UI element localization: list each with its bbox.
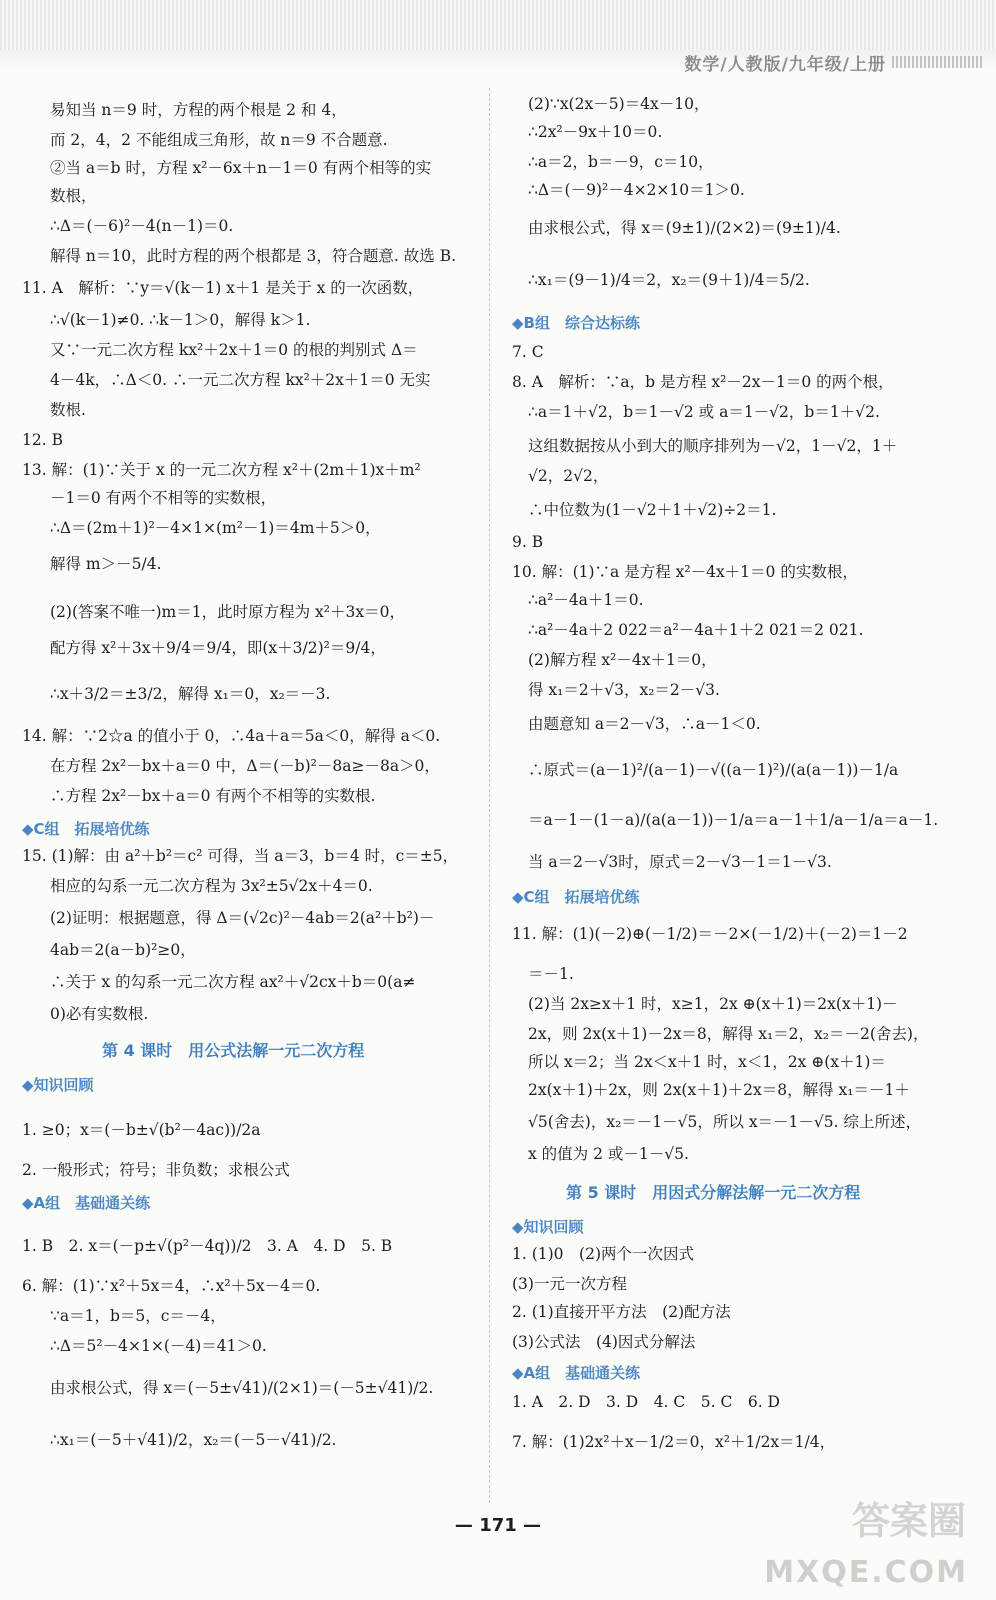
answer-line: 得 x₁＝2＋√3，x₂＝2－√3. <box>528 681 720 699</box>
answer-line: 这组数据按从小到大的顺序排列为－√2，1－√2，1＋ <box>528 437 898 455</box>
answer-line: 易知当 n＝9 时，方程的两个根是 2 和 4， <box>50 101 347 119</box>
answer-line: 2x(x＋1)＋2x，则 2x(x＋1)＋2x＝8，解得 x₁＝－1＋ <box>528 1081 910 1099</box>
answer-line: ∴Δ＝(2m＋1)²－4×1×(m²－1)＝4m＋5＞0， <box>50 519 381 537</box>
answer-line: ∴a＝2，b＝－9，c＝10， <box>528 153 714 171</box>
answer-line: ∴2x²－9x＋10＝0. <box>528 123 663 141</box>
answer-line: 6. 解：(1)∵x²＋5x＝4，∴x²＋5x－4＝0. <box>22 1277 321 1295</box>
answer-line: 8. A 解析：∵a，b 是方程 x²－2x－1＝0 的两个根， <box>512 373 894 391</box>
answer-line: 由求根公式，得 x＝(－5±√41)/(2×1)＝(－5±√41)/2. <box>50 1379 434 1397</box>
answer-line: ∴中位数为(1－√2＋1＋√2)÷2＝1. <box>528 501 777 519</box>
lesson-title: 第 4 课时 用公式法解一元二次方程 <box>102 1041 365 1060</box>
answer-line: 解得 n＝10，此时方程的两个根都是 3，符合题意. 故选 B. <box>50 247 457 265</box>
answer-line: ∵a＝1，b＝5，c＝－4， <box>50 1307 226 1325</box>
answer-line: 由求根公式，得 x＝(9±1)/(2×2)＝(9±1)/4. <box>528 219 841 237</box>
answer-line: 7. 解：(1)2x²＋x－1/2＝0，x²＋1/2x＝1/4， <box>512 1433 836 1451</box>
answer-line: 1. (1)0 (2)两个一次因式 <box>512 1245 694 1263</box>
answer-line: ＝a－1－(1－a)/(a(a－1))－1/a＝a－1＋1/a－1/a＝a－1. <box>528 811 939 829</box>
lesson-title: 第 5 课时 用因式分解法解一元二次方程 <box>566 1183 861 1202</box>
answer-line: ∴a＝1＋√2，b＝1－√2 或 a＝1－√2，b＝1＋√2. <box>528 403 880 421</box>
answer-line: 4ab＝2(a－b)²≥0， <box>50 941 196 959</box>
group-label: ◆知识回顾 <box>22 1076 94 1094</box>
page-number-value: 171 <box>479 1515 517 1536</box>
answer-line: 12. B <box>22 431 63 449</box>
answer-line: －1＝0 有两个不相等的实数根， <box>50 489 277 507</box>
answer-line: ∴Δ＝(－6)²－4(n－1)＝0. <box>50 217 234 235</box>
group-label: ◆知识回顾 <box>512 1218 584 1236</box>
answer-line: 4－4k，∴Δ＜0. ∴一元二次方程 kx²＋2x＋1＝0 无实 <box>50 371 431 389</box>
answer-line: (3)一元一次方程 <box>512 1275 627 1293</box>
answer-line: 11. A 解析：∵y＝√(k－1) x＋1 是关于 x 的一次函数， <box>22 279 424 297</box>
answer-line: ∴x＋3/2＝±3/2，解得 x₁＝0，x₂＝－3. <box>50 685 331 703</box>
answer-line: (2)当 2x≥x＋1 时，x≥1，2x ⊕(x＋1)＝2x(x＋1)－ <box>528 995 898 1013</box>
answer-line: 7. C <box>512 343 544 361</box>
answer-line: ∴x₁＝(－5＋√41)/2，x₂＝(－5－√41)/2. <box>50 1431 337 1449</box>
answer-line: ∴方程 2x²－bx＋a＝0 有两个不相等的实数根. <box>50 787 376 805</box>
answer-line: 2x，则 2x(x＋1)－2x＝8，解得 x₁＝2，x₂＝－2(舍去)， <box>528 1025 929 1043</box>
answer-line: x 的值为 2 或－1－√5. <box>528 1145 689 1163</box>
answer-line: 解得 m＞－5/4. <box>50 555 162 573</box>
answer-line: 当 a＝2－√3时，原式＝2－√3－1＝1－√3. <box>528 853 832 871</box>
answer-line: (2)(答案不唯一)m＝1，此时原方程为 x²＋3x＝0， <box>50 603 405 621</box>
answer-line: ＝－1. <box>528 965 574 983</box>
answer-line: (2)解方程 x²－4x＋1＝0， <box>528 651 717 669</box>
header-dots-decoration <box>892 56 982 68</box>
answer-line: ∴a²－4a＋2 022＝a²－4a＋1＋2 021＝2 021. <box>528 621 864 639</box>
column-divider <box>489 88 490 1503</box>
answer-line: ∴原式＝(a－1)²/(a－1)－√((a－1)²)/(a(a－1))－1/a <box>528 761 899 779</box>
answer-line: ∴Δ＝(－9)²－4×2×10＝1＞0. <box>528 181 745 199</box>
answer-line: ∴√(k－1)≠0. ∴k－1＞0，解得 k＞1. <box>50 311 311 329</box>
answer-line: 配方得 x²＋3x＋9/4＝9/4，即(x＋3/2)²＝9/4， <box>50 639 386 657</box>
group-label: ◆C组 拓展培优练 <box>22 820 150 838</box>
answer-line: 14. 解：∵2☆a 的值小于 0，∴4a＋a＝5a＜0，解得 a＜0. <box>22 727 441 745</box>
watermark-logo: 答案圈 <box>851 1499 966 1543</box>
answer-line: 由题意知 a＝2－√3，∴a－1＜0. <box>528 715 761 733</box>
answer-line: ∴关于 x 的勾系一元二次方程 ax²＋√2cx＋b＝0(a≠ <box>50 973 416 991</box>
page-number: — 171 — <box>454 1515 542 1536</box>
answer-line: √2，2√2， <box>528 467 609 485</box>
answer-line: (2)∵x(2x－5)＝4x－10， <box>528 95 710 113</box>
answer-line: 又∵一元二次方程 kx²＋2x＋1＝0 的根的判别式 Δ＝ <box>50 341 418 359</box>
answer-line: 1. A 2. D 3. D 4. C 5. C 6. D <box>512 1393 780 1411</box>
answer-line: 13. 解：(1)∵关于 x 的一元二次方程 x²＋(2m＋1)x＋m² <box>22 461 421 479</box>
answer-line: √5(舍去)，x₂＝－1－√5，所以 x＝－1－√5. 综上所述， <box>528 1113 922 1131</box>
answer-line: 11. 解：(1)(－2)⊕(－1/2)＝－2×(－1/2)＋(－2)＝1－2 <box>512 925 908 943</box>
answer-line: 数根. <box>50 401 86 419</box>
answer-line: 0)必有实数根. <box>50 1005 149 1023</box>
group-label: ◆C组 拓展培优练 <box>512 888 640 906</box>
group-label: ◆A组 基础通关练 <box>512 1364 641 1382</box>
watermark-url: MXQE.COM <box>764 1555 968 1590</box>
answer-line: 9. B <box>512 533 544 551</box>
answer-line: ∴a²－4a＋1＝0. <box>528 591 644 609</box>
page-header: 数学/人教版/九年级/上册 <box>684 55 886 75</box>
top-texture-band <box>0 0 996 50</box>
answer-line: (3)公式法 (4)因式分解法 <box>512 1333 696 1351</box>
answer-line: 相应的勾系一元二次方程为 3x²±5√2x＋4＝0. <box>50 877 373 895</box>
answer-line: 1. B 2. x＝(－p±√(p²－4q))/2 3. A 4. D 5. B <box>22 1237 393 1255</box>
answer-line: 2. (1)直接开平方法 (2)配方法 <box>512 1303 731 1321</box>
answer-line: 数根， <box>50 187 97 205</box>
answer-line: 1. ≥0；x＝(－b±√(b²－4ac))/2a <box>22 1121 261 1139</box>
answer-line: ②当 a＝b 时，方程 x²－6x＋n－1＝0 有两个相等的实 <box>50 159 432 177</box>
answer-line: 在方程 2x²－bx＋a＝0 中，Δ＝(－b)²－8a≥－8a＞0， <box>50 757 440 775</box>
answer-line: 所以 x＝2；当 2x＜x＋1 时，x＜1，2x ⊕(x＋1)＝ <box>528 1053 886 1071</box>
answer-line: ∴Δ＝5²－4×1×(－4)＝41＞0. <box>50 1337 267 1355</box>
answer-line: (2)证明：根据题意，得 Δ＝(√2c)²－4ab＝2(a²＋b²)－ <box>50 909 435 927</box>
group-label: ◆B组 综合达标练 <box>512 314 640 332</box>
answer-line: 15. (1)解：由 a²＋b²＝c² 可得，当 a＝3，b＝4 时，c＝±5， <box>22 847 459 865</box>
group-label: ◆A组 基础通关练 <box>22 1194 151 1212</box>
answer-line: 2. 一般形式；符号；非负数；求根公式 <box>22 1161 290 1179</box>
answer-line: 而 2，4，2 不能组成三角形，故 n＝9 不合题意. <box>50 131 388 149</box>
answer-line: ∴x₁＝(9－1)/4＝2，x₂＝(9＋1)/4＝5/2. <box>528 271 810 289</box>
answer-line: 10. 解：(1)∵a 是方程 x²－4x＋1＝0 的实数根， <box>512 563 858 581</box>
